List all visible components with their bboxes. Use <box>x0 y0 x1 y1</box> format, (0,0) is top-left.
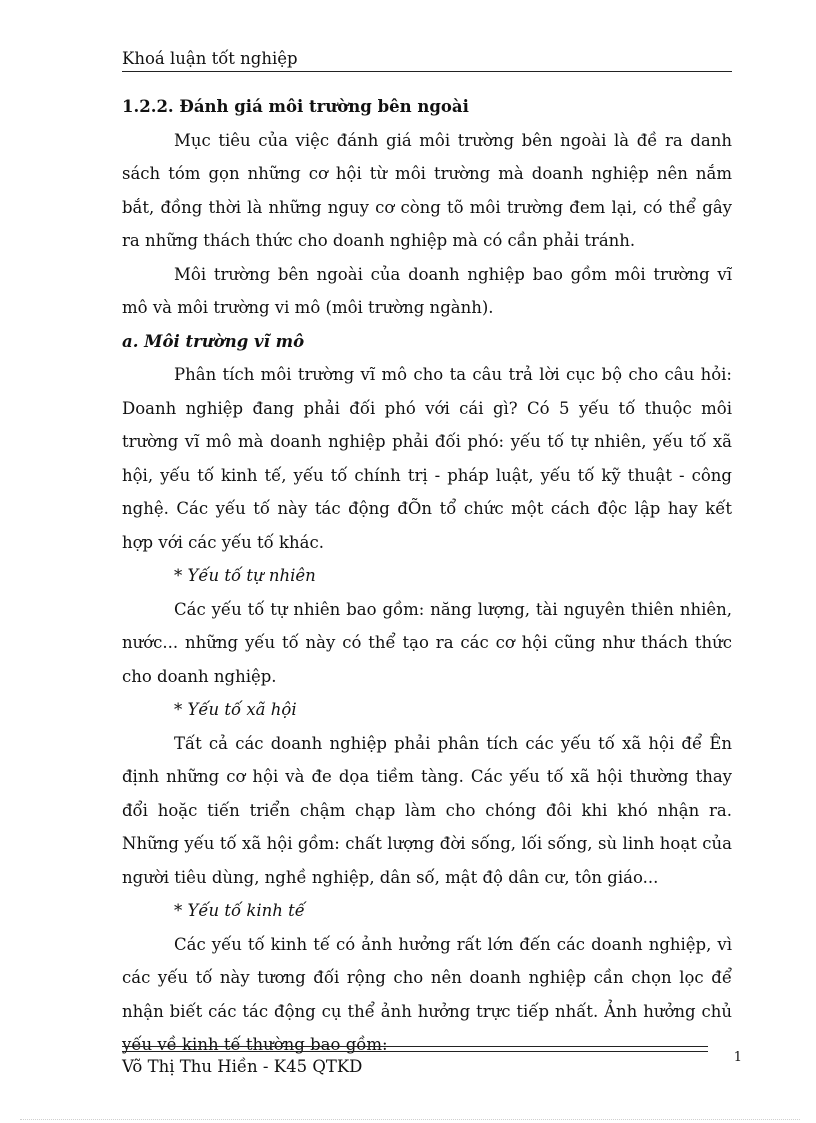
paragraph-economic-factors: Các yếu tố kinh tế có ảnh hưởng rất lớn đến các doanh nghiệp, vì các yếu tố này tương đối rộng cho nên doanh nghiệp cần chọn lọc để nhận biết các tác động cụ thể ảnh hưởng trực tiếp nhất. Ảnh hưởng chủ yếu về kinh tế thường bao gồm: <box>122 934 732 1054</box>
running-header: Khoá luận tốt nghiệp <box>122 49 298 68</box>
page-edge-divider <box>20 1119 800 1120</box>
paragraph-macro-analysis: Phân tích môi trường vĩ mô cho ta câu trả lời cục bộ cho câu hỏi: Doanh nghiệp đang phải đối phó với cái gì? Có 5 yếu tố thuộc môi trường vĩ mô mà doanh nghiệp phải đối phó: yếu tố tự nhiên, yếu tố xã hội, yếu tố kinh tế, yếu tố chính trị - pháp luật, yếu tố kỹ thuật - công nghệ. Các yếu tố này tác động đÕn tổ chức một cách độc lập hay kết hợp với các yếu tố khác. <box>122 365 732 552</box>
paragraph-environment-scope: Môi trường bên ngoài của doanh nghiệp bao gồm môi trường vĩ mô và môi trường vi mô (môi trường ngành). <box>122 264 732 317</box>
running-footer-author: Võ Thị Thu Hiền - K45 QTKD <box>122 1057 363 1076</box>
subheading-macro-environment: a. Môi trường vĩ mô <box>122 331 305 351</box>
factor-heading-natural: * Yếu tố tự nhiên <box>174 566 316 585</box>
section-heading: 1.2.2. Đánh giá môi trường bên ngoài <box>122 97 469 116</box>
page-content <box>122 90 732 1062</box>
footer-rule <box>122 1046 708 1052</box>
paragraph-natural-factors: Các yếu tố tự nhiên bao gồm: năng lượng, tài nguyên thiên nhiên, nước... những yếu tố này có thể tạo ra các cơ hội cũng như thách thức cho doanh nghiệp. <box>122 599 732 686</box>
factor-heading-economic: * Yếu tố kinh tế <box>174 901 305 920</box>
page-number: 1 <box>733 1050 742 1065</box>
paragraph-social-factors: Tất cả các doanh nghiệp phải phân tích các yếu tố xã hội để Ên định những cơ hội và đe dọa tiềm tàng. Các yếu tố xã hội thường thay đổi hoặc tiến triển chậm chạp làm cho chóng đôi khi khó nhận ra. Những yếu tố xã hội gồm: chất lượng đời sống, lối sống, sù linh hoạt của người tiêu dùng, nghề nghiệp, dân số, mật độ dân cư, tôn giáo... <box>122 733 732 887</box>
header-rule <box>122 71 732 72</box>
factor-heading-social: * Yếu tố xã hội <box>174 700 297 719</box>
paragraph-objective: Mục tiêu của việc đánh giá môi trường bên ngoài là đề ra danh sách tóm gọn những cơ hội từ môi trường mà doanh nghiệp nên nắm bắt, đồng thời là những nguy cơ còng tõ môi trường đem lại, có thể gây ra những thách thức cho doanh nghiệp mà có cần phải tránh. <box>122 130 732 250</box>
